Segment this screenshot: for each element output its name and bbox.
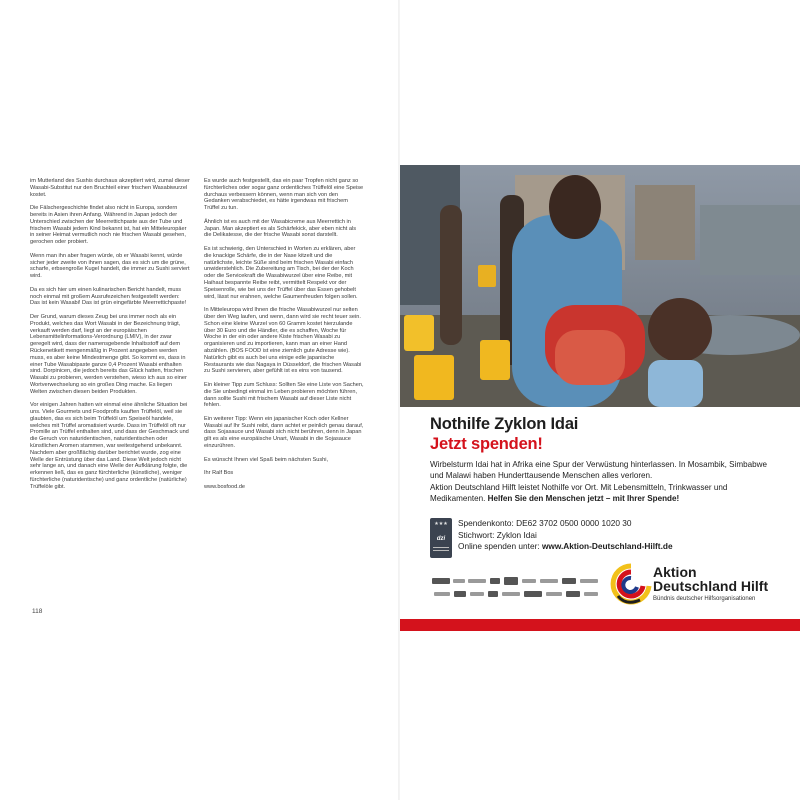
ad-cta: Jetzt spenden!: [430, 435, 543, 453]
partner-logo: [488, 591, 498, 597]
swirl-logo-icon: [610, 562, 652, 608]
partner-logo: [454, 591, 466, 597]
partner-logo: [580, 579, 598, 583]
partner-logo: [546, 592, 562, 596]
ad-body-text-2: Aktion Deutschland Hilft leistet Nothilfe vor Ort. Mit Lebensmitteln, Trinkwasser und Medikamenten.: [430, 482, 728, 503]
partner-logo: [432, 578, 450, 584]
partner-logos: [432, 570, 602, 600]
partner-logo: [540, 579, 558, 583]
donation-keyword: Stichwort: Zyklon Idai: [458, 529, 537, 540]
partner-logo: [490, 578, 500, 584]
dzi-seal-icon: ★★★ dzi: [430, 518, 452, 558]
online-prefix: Online spenden unter:: [458, 541, 542, 551]
paragraph: In Mitteleuropa wird Ihnen die frische Wasabiwurzel nur selten über den Weg laufen, und wenn, dann wird sie recht teuer sein. Schon eine kleine Wurzel von 60 Gramm kostet hierzulande über 30 Euro und die Händler, die es schaffen, Woche für Woche in der ein oder andere Kiste frischen Wasabi zu organisieren und zu importieren, kann man an einer Hand abzählen. (BOS FOOD ist eine ziemlich gute Adresse wie). Natürlich gibt es auch bei uns einige edle japanische Restaurants wie das Nagaya in Düsseldorf, die frischen Wasabi zu Sushi servieren, aber gefühlt ist es eins von tausend.: [204, 307, 362, 375]
partner-logo: [468, 579, 486, 583]
partner-logo: [502, 592, 520, 596]
partner-logo: [562, 578, 576, 584]
paragraph: Der Grund, warum dieses Zeug bei uns immer noch als ein Produkt, welches das Wort Wasabi in der Bezeichnung trägt, verkauft werden darf, liegt an der europäischen Lebensmittelinformations-Verordnung (LMIV), in der zwar geregelt wird, dass der namensgebende Inhaltsstoff auf dem Rückenetikett mengenmäßig in Prozent angegeben werden muss, es aber keine Mindestmenge gibt. So kommt es, dass in einer Tube Wasabipaste ganze 0,4 Prozent Wasabi enthalten sind. Dorpinicen, die jedoch bereits das Glück hatten, frischen Wasabi zu probieren, werden verstehen, wieso ich aus so einer Wortverwechselung so ein großes Ding mache. Es liegen Welten zwischen diesen beiden Produkten.: [30, 313, 187, 395]
text-column-1: [30, 178, 190, 497]
text-column-2: [204, 178, 364, 497]
partner-logo: [434, 592, 450, 596]
ad-body: [430, 459, 775, 504]
donation-url-link[interactable]: www.Aktion-Deutschland-Hilft.de: [541, 541, 673, 551]
paragraph: Es wurde auch festgestellt, das ein paar Tropfen nicht ganz so fürchterliches oder sogar ganz ordentliches Trüffelöl eine Speise durchaus verbessern können, wenn man sich von den Gedanken verabschiedet, es hätte irgendwas mit frischem Trüffel zu tun.: [204, 178, 364, 212]
paragraph: Vor einigen Jahren hatten wir einmal eine ähnliche Situation bei uns. Viele Gourmets und Foodprofis kauften Trüffelöl, weil sie glaubten, das es sich beim Trüffelöl um Speiseöl handele, welches mit Trüffel aromatisiert wurde. Dass im Trüffelöl oft nur Promille an Trüffel enthalten sind, und dass der Geschmack und die Geruch von naturidentischen, naturidentischen oder künstlichen Aromen stammen, war weitestgehend unbekannt. Nachdem aber großflächig darüber berichtet wurde, zog eine Welle der Entrüstung über das Land. Diese Welt jedoch nicht sehr lange an, und danach eine Welle der Aufklärung folgte, die erkennen ließ, das es ganz fürchterliche (künstliche), weniger fürchterliche (naturidentische) und ganz ordentliche (natürliche) Trüffelöle gibt.: [30, 402, 189, 490]
ad-red-bar: [400, 619, 800, 631]
dzi-seal-label: dzi: [436, 536, 446, 542]
logo-name-line-1: Aktion: [653, 564, 697, 580]
photo-illustration: [400, 165, 800, 407]
partner-logo: [522, 579, 536, 583]
paragraph: Ein kleiner Tipp zum Schluss: Sollten Sie eine Liste von Sachen, die Sie unbedingt einmal im Leben probieren möchten führen, dann sollte Sushi mit frischem Wasabi auf dieser Liste nicht fehlen.: [204, 381, 364, 409]
ad-body-text-1: Wirbelsturm Idai hat in Afrika eine Spur der Verwüstung hinterlassen. In Mosambik, Simbabwe und Malawi haben Hunderttausende Menschen alles verloren.: [430, 460, 767, 481]
ad-body-bold: Helfen Sie den Menschen jetzt – mit Ihrer Spende!: [487, 493, 680, 503]
logo-name-line-2: Deutschland Hilft: [653, 578, 769, 594]
website-link[interactable]: www.bosfood.de: [204, 483, 246, 490]
page-number: 118: [32, 608, 43, 615]
ad-headline: Nothilfe Zyklon Idai: [430, 415, 579, 433]
paragraph: Da es sich hier um einen kulinarischen Bericht handelt, muss noch einmal mit großem Ausrufezeichen festgestellt werden: Das ist kein Wasabi! Das ist grün eingefärbte Meerrettichpaste!: [30, 286, 187, 307]
aktion-deutschland-hilft-logo: [610, 562, 795, 610]
logo-tagline: Bündnis deutscher Hilfsorganisationen: [653, 596, 756, 602]
paragraph: im Mutterland des Sushis durchaus akzeptiert wird, zumal dieser Wasabi-Substitut nur den Bruchteil einer frischen Wasabiwurzel kostet.: [30, 178, 190, 198]
account-number: Spendenkonto: DE62 3702 0500 0000 1020 30: [458, 518, 632, 528]
paragraph: Ähnlich ist es auch mit der Wasabicreme aus Meerrettich in Japan. Man akzeptiert es als Schärfekick, aber eben nicht als die Delikatesse, die der frische Wasabi sonst darstellt.: [204, 218, 357, 239]
paragraph: Die Fälschergeschichte findet also nicht in Europa, sondern bereits in Asien ihren Anfang. Während in Japan jedoch der Unterschied zwischen der Meerrettichpaste aus der Tube und frischem Wasabi jedem Kind bekannt ist, hat ein Mitteleuropäer in seiner Heimat vermutlich noch nie frischen Wasabi gesehen, gerochen oder probiert.: [30, 205, 187, 246]
partner-logo: [566, 591, 580, 597]
partner-logo: [524, 591, 542, 597]
partner-logo: [470, 592, 484, 596]
partner-logo: [453, 579, 465, 583]
paragraph: Wenn man ihn aber fragen würde, ob er Wasabi kennt, würde sicher jeder zweite von ihnen sagen, das es sich um die grüne, scharfe, erbsengroße Kugel handelt, die immer zu Sushi serviert wird.: [30, 252, 190, 280]
paragraph: Es wünscht Ihnen viel Spaß beim nächsten Sushi,: [204, 456, 329, 463]
online-donation: [458, 541, 673, 553]
author-signature: Ihr Ralf Bos: [204, 470, 234, 477]
paragraph: Ein weiterer Tipp: Wenn ein japanischer Koch oder Kellner Wasabi auf Ihr Sushi reibt, dann achtet er peinlich genau darauf, dass Sojasauce und Wasabi sich nicht berühren, denn in Japan gilt es als eine europäische Unart, Wasabi in die Sojasauce einzurühren.: [204, 415, 364, 450]
paragraph: Es ist schwierig, den Unterschied in Worten zu erklären, aber die knackige Schärfe, die in der Nase kitzelt und die natürlichste, leichte Süße sind beim frischen Wasabi einfach unwiderstehlich. Die Zubereitung am Tisch, bei der der Koch oder die Servicekraft die Wasabiwurzel über eine Reibe, mit Haihaut bespannte Reibe reibt, vermittelt Respekt vor der Speisenrolle, wie bei uns der Trüffel über das Essen gehobelt wird, lässt nur erahnen, welche Gaumenfreuden folgen sollen.: [204, 245, 358, 300]
ad-photo: [400, 165, 800, 407]
donation-details: [458, 518, 673, 553]
partner-logo: [584, 592, 598, 596]
donation-ad: [400, 165, 800, 635]
partner-logo: [504, 577, 518, 585]
